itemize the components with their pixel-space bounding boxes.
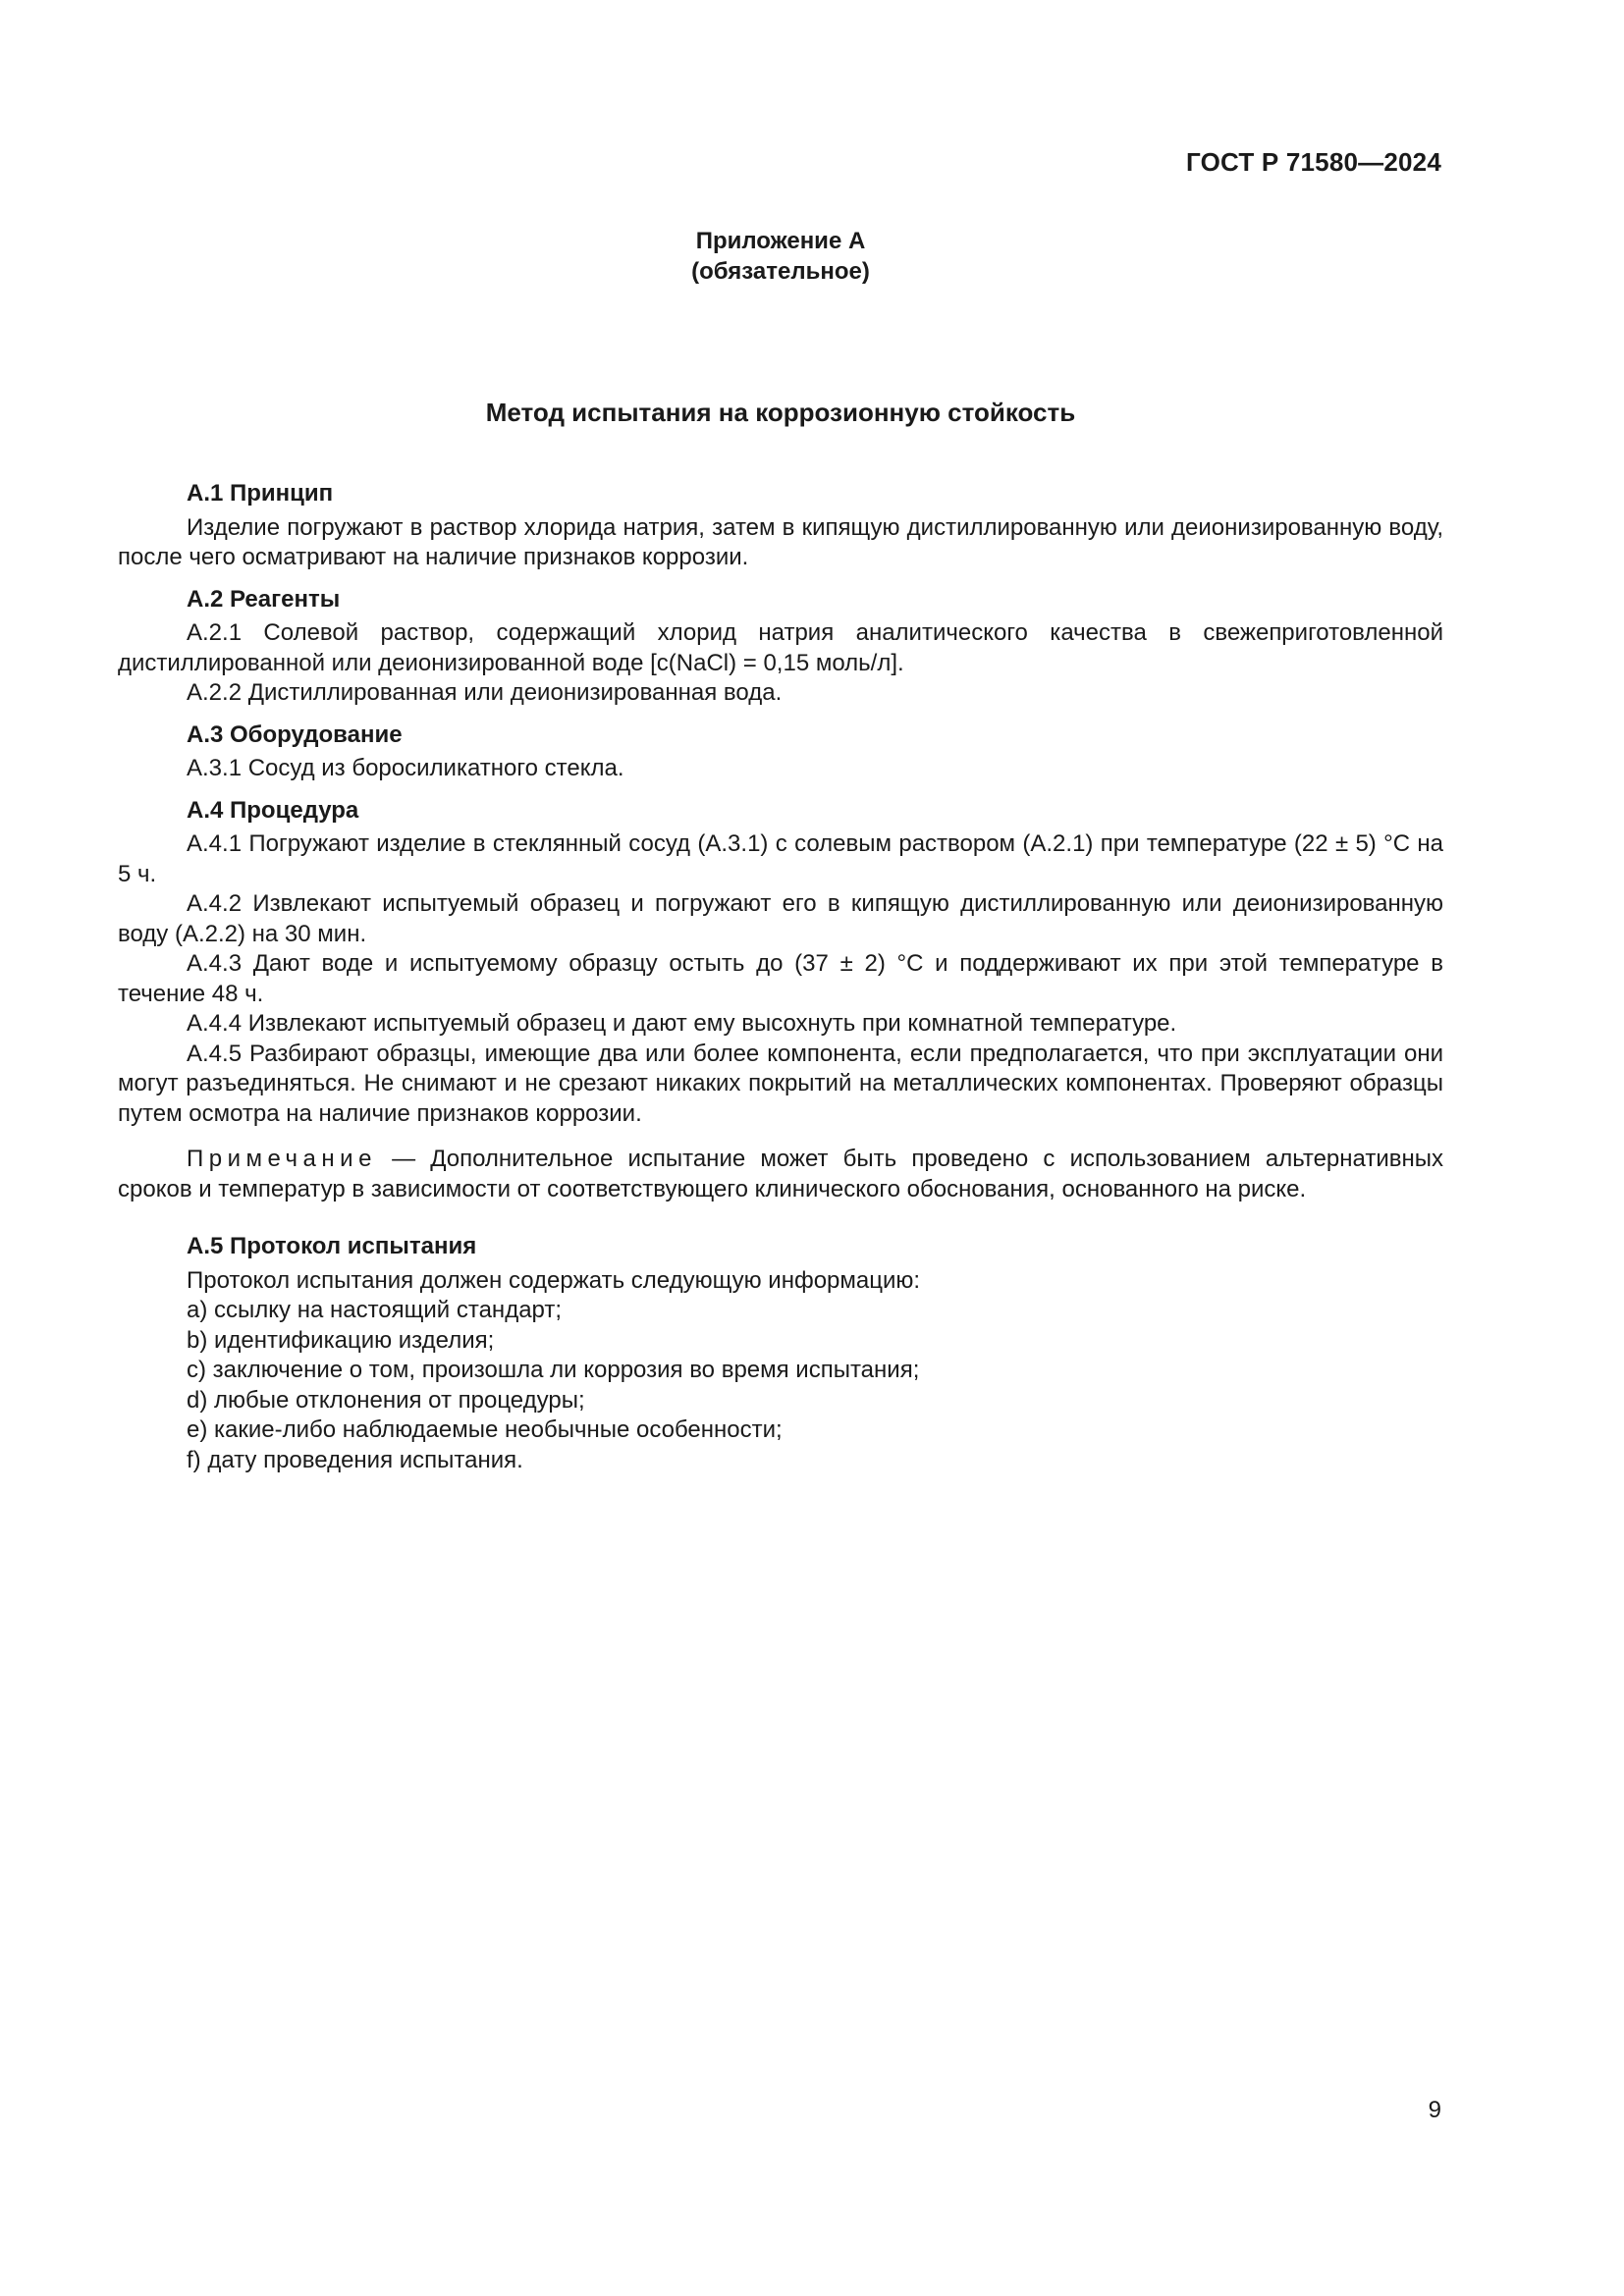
paragraph-a1: Изделие погружают в раствор хлорида натрия, затем в кипящую дистиллированную или деионизированную воду, после чего осматривают на наличие признаков коррозии.: [118, 513, 1443, 570]
section-heading-a4: А.4 Процедура: [187, 796, 359, 824]
note-text: — Дополнительное испытание может быть проведено с использованием альтернативных сроков и температур в зависимости от соответствующего клинического обоснования, основанного на риске.: [118, 1146, 1443, 1202]
paragraph-a4-2: А.4.2 Извлекают испытуемый образец и погружают его в кипящую дистиллированную или деионизированную воду (А.2.2) на 30 мин.: [118, 890, 1443, 947]
note-label: Примечание: [187, 1146, 377, 1172]
protocol-intro: Протокол испытания должен содержать следующую информацию:: [187, 1266, 921, 1294]
document-body: [118, 479, 1443, 1475]
note: [118, 1145, 1443, 1204]
paragraph-a4-5: А.4.5 Разбирают образцы, имеющие два или более компонента, если предполагается, что при эксплуатации они могут разъединяться. Не снимают и не срезают никаких покрытий на металлических компонентах. Проверяют образцы путем осмотра на наличие признаков коррозии.: [118, 1040, 1443, 1127]
paragraph-a2-1: А.2.1 Солевой раствор, содержащий хлорид натрия аналитического качества в свежеприготовленной дистиллированной или деионизированной воде [c(NaCl) = 0,15 моль/л].: [118, 619, 1443, 676]
paragraph-a4-3: А.4.3 Дают воде и испытуемому образцу остыть до (37 ± 2) °С и поддерживают их при этой температуре в течение 48 ч.: [118, 950, 1443, 1007]
appendix-heading: [0, 226, 1561, 287]
paragraph-a4-4: А.4.4 Извлекают испытуемый образец и дают ему высохнуть при комнатной температуре.: [187, 1010, 1177, 1037]
list-item: f) дату проведения испытания.: [187, 1446, 523, 1473]
paragraph-a4-1: А.4.1 Погружают изделие в стеклянный сосуд (А.3.1) с солевым раствором (А.2.1) при температуре (22 ± 5) °С на 5 ч.: [118, 830, 1443, 887]
document-title: Метод испытания на коррозионную стойкость: [485, 398, 1076, 427]
list-item: b) идентификацию изделия;: [187, 1326, 495, 1354]
appendix-title: Приложение А: [695, 228, 866, 254]
list-item: d) любые отклонения от процедуры;: [187, 1386, 585, 1414]
list-item: c) заключение о том, произошла ли коррозия во время испытания;: [187, 1357, 920, 1383]
paragraph-a3-1: А.3.1 Сосуд из боросиликатного стекла.: [187, 755, 624, 781]
appendix-subtitle: (обязательное): [691, 258, 870, 285]
standard-code: ГОСТ Р 71580—2024: [1186, 147, 1441, 177]
page-number: 9: [1428, 2097, 1441, 2123]
section-heading-a3: А.3 Оборудование: [187, 721, 403, 748]
section-heading-a2: А.2 Реагенты: [187, 585, 341, 613]
list-item: e) какие-либо наблюдаемые необычные особенности;: [187, 1416, 783, 1443]
paragraph-a2-2: А.2.2 Дистиллированная или деионизированная вода.: [187, 679, 783, 706]
list-item: a) ссылку на настоящий стандарт;: [187, 1297, 563, 1323]
section-heading-a5: А.5 Протокол испытания: [187, 1233, 477, 1259]
section-heading-a1: А.1 Принцип: [187, 480, 334, 507]
